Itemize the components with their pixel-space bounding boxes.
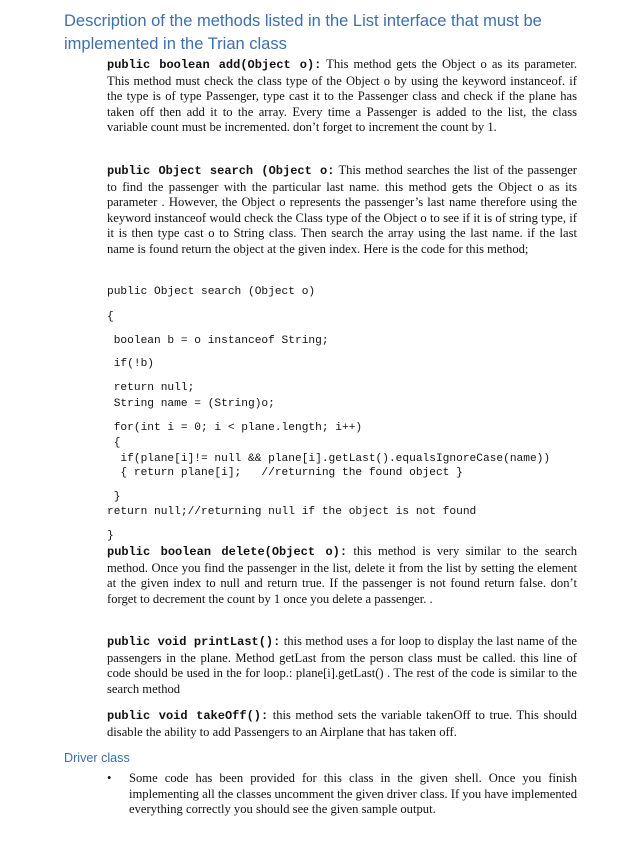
code-line-8: { [107, 437, 121, 449]
printlast-method-description [107, 634, 577, 697]
code-line-11: } [107, 491, 121, 503]
code-line-4: if(!b) [107, 358, 154, 370]
search-method-signature: public Object search (Object o: [107, 164, 335, 178]
add-method-text: This method gets the Object o as its parameter. This method must check the class type of the Object o by using the keyword instanceof. if the type is of type Passenger, type cast it to the Passenger class and check if the plane has taken off then add it to the array. Every time a Passenger is added to the list, the class variable count must be incremented. don’t forget to increment the count by 1. [107, 57, 577, 135]
code-line-10: { return plane[i]; //returning the found object } [107, 467, 463, 479]
takeoff-method-description [107, 708, 577, 740]
bullet-icon: • [107, 771, 112, 785]
code-line-3: boolean b = o instanceof String; [107, 335, 329, 347]
delete-method-description [107, 544, 577, 607]
takeoff-method-signature: public void takeOff(): [107, 709, 269, 723]
code-line-2: { [107, 311, 114, 323]
code-line-7: for(int i = 0; i < plane.length; i++) [107, 422, 363, 434]
delete-method-text: this method is very similar to the search method. Once you find the passenger in the list, delete it from the list by setting the element at the given index to null and return true. If the passenger is not found return false. don’t forget to decrement the count by 1 once you delete a passenger. . [107, 544, 578, 606]
printlast-method-text: this method uses a for loop to display the last name of the passengers in the plane. Method getLast from the person class must be called. this line of code should be used in the for loop.: plane[i].getLast() . The rest of the code is similar to the search method [107, 634, 578, 696]
takeoff-method-text: this method sets the variable takenOff to true. This should disable the ability to add Passengers to an Airplane that has taken off. [107, 708, 577, 739]
section-heading: Description of the methods listed in the List interface that must be implemented in the Trian class [64, 12, 542, 53]
code-line-5: return null; [107, 382, 195, 394]
driver-bullet-item [107, 771, 577, 818]
add-method-description [107, 57, 577, 136]
code-line-9: if(plane[i]!= null && plane[i].getLast().equalsIgnoreCase(name)) [107, 453, 551, 465]
delete-method-signature: public boolean delete(Object o): [107, 545, 348, 559]
search-method-text: This method searches the list of the passenger to find the passenger with the particular last name. this method gets the Object o as its parameter . However, the Object o represents the passenger’s last name therefore using the keyword instanceof would check the Class type of the Object o to see if it is of string type, if it is then type cast o to String class. Then search the array using the last name. if the last name is found return the object at the given index. Here is the code for this method; [107, 163, 577, 256]
code-line-6: String name = (String)o; [107, 398, 275, 410]
driver-bullet-text: Some code has been provided for this class in the given shell. Once you finish implementing all the classes uncomment the given driver class. If you have implemented everything correctly you should see the given sample output. [129, 771, 578, 817]
code-line-1: public Object search (Object o) [107, 286, 316, 298]
code-line-13: } [107, 530, 114, 542]
driver-class-heading: Driver class [64, 751, 130, 765]
code-line-12: return null;//returning null if the object is not found [107, 506, 477, 518]
add-method-signature: public boolean add(Object o): [107, 58, 322, 72]
search-method-description [107, 163, 577, 258]
printlast-method-signature: public void printLast(): [107, 635, 281, 649]
